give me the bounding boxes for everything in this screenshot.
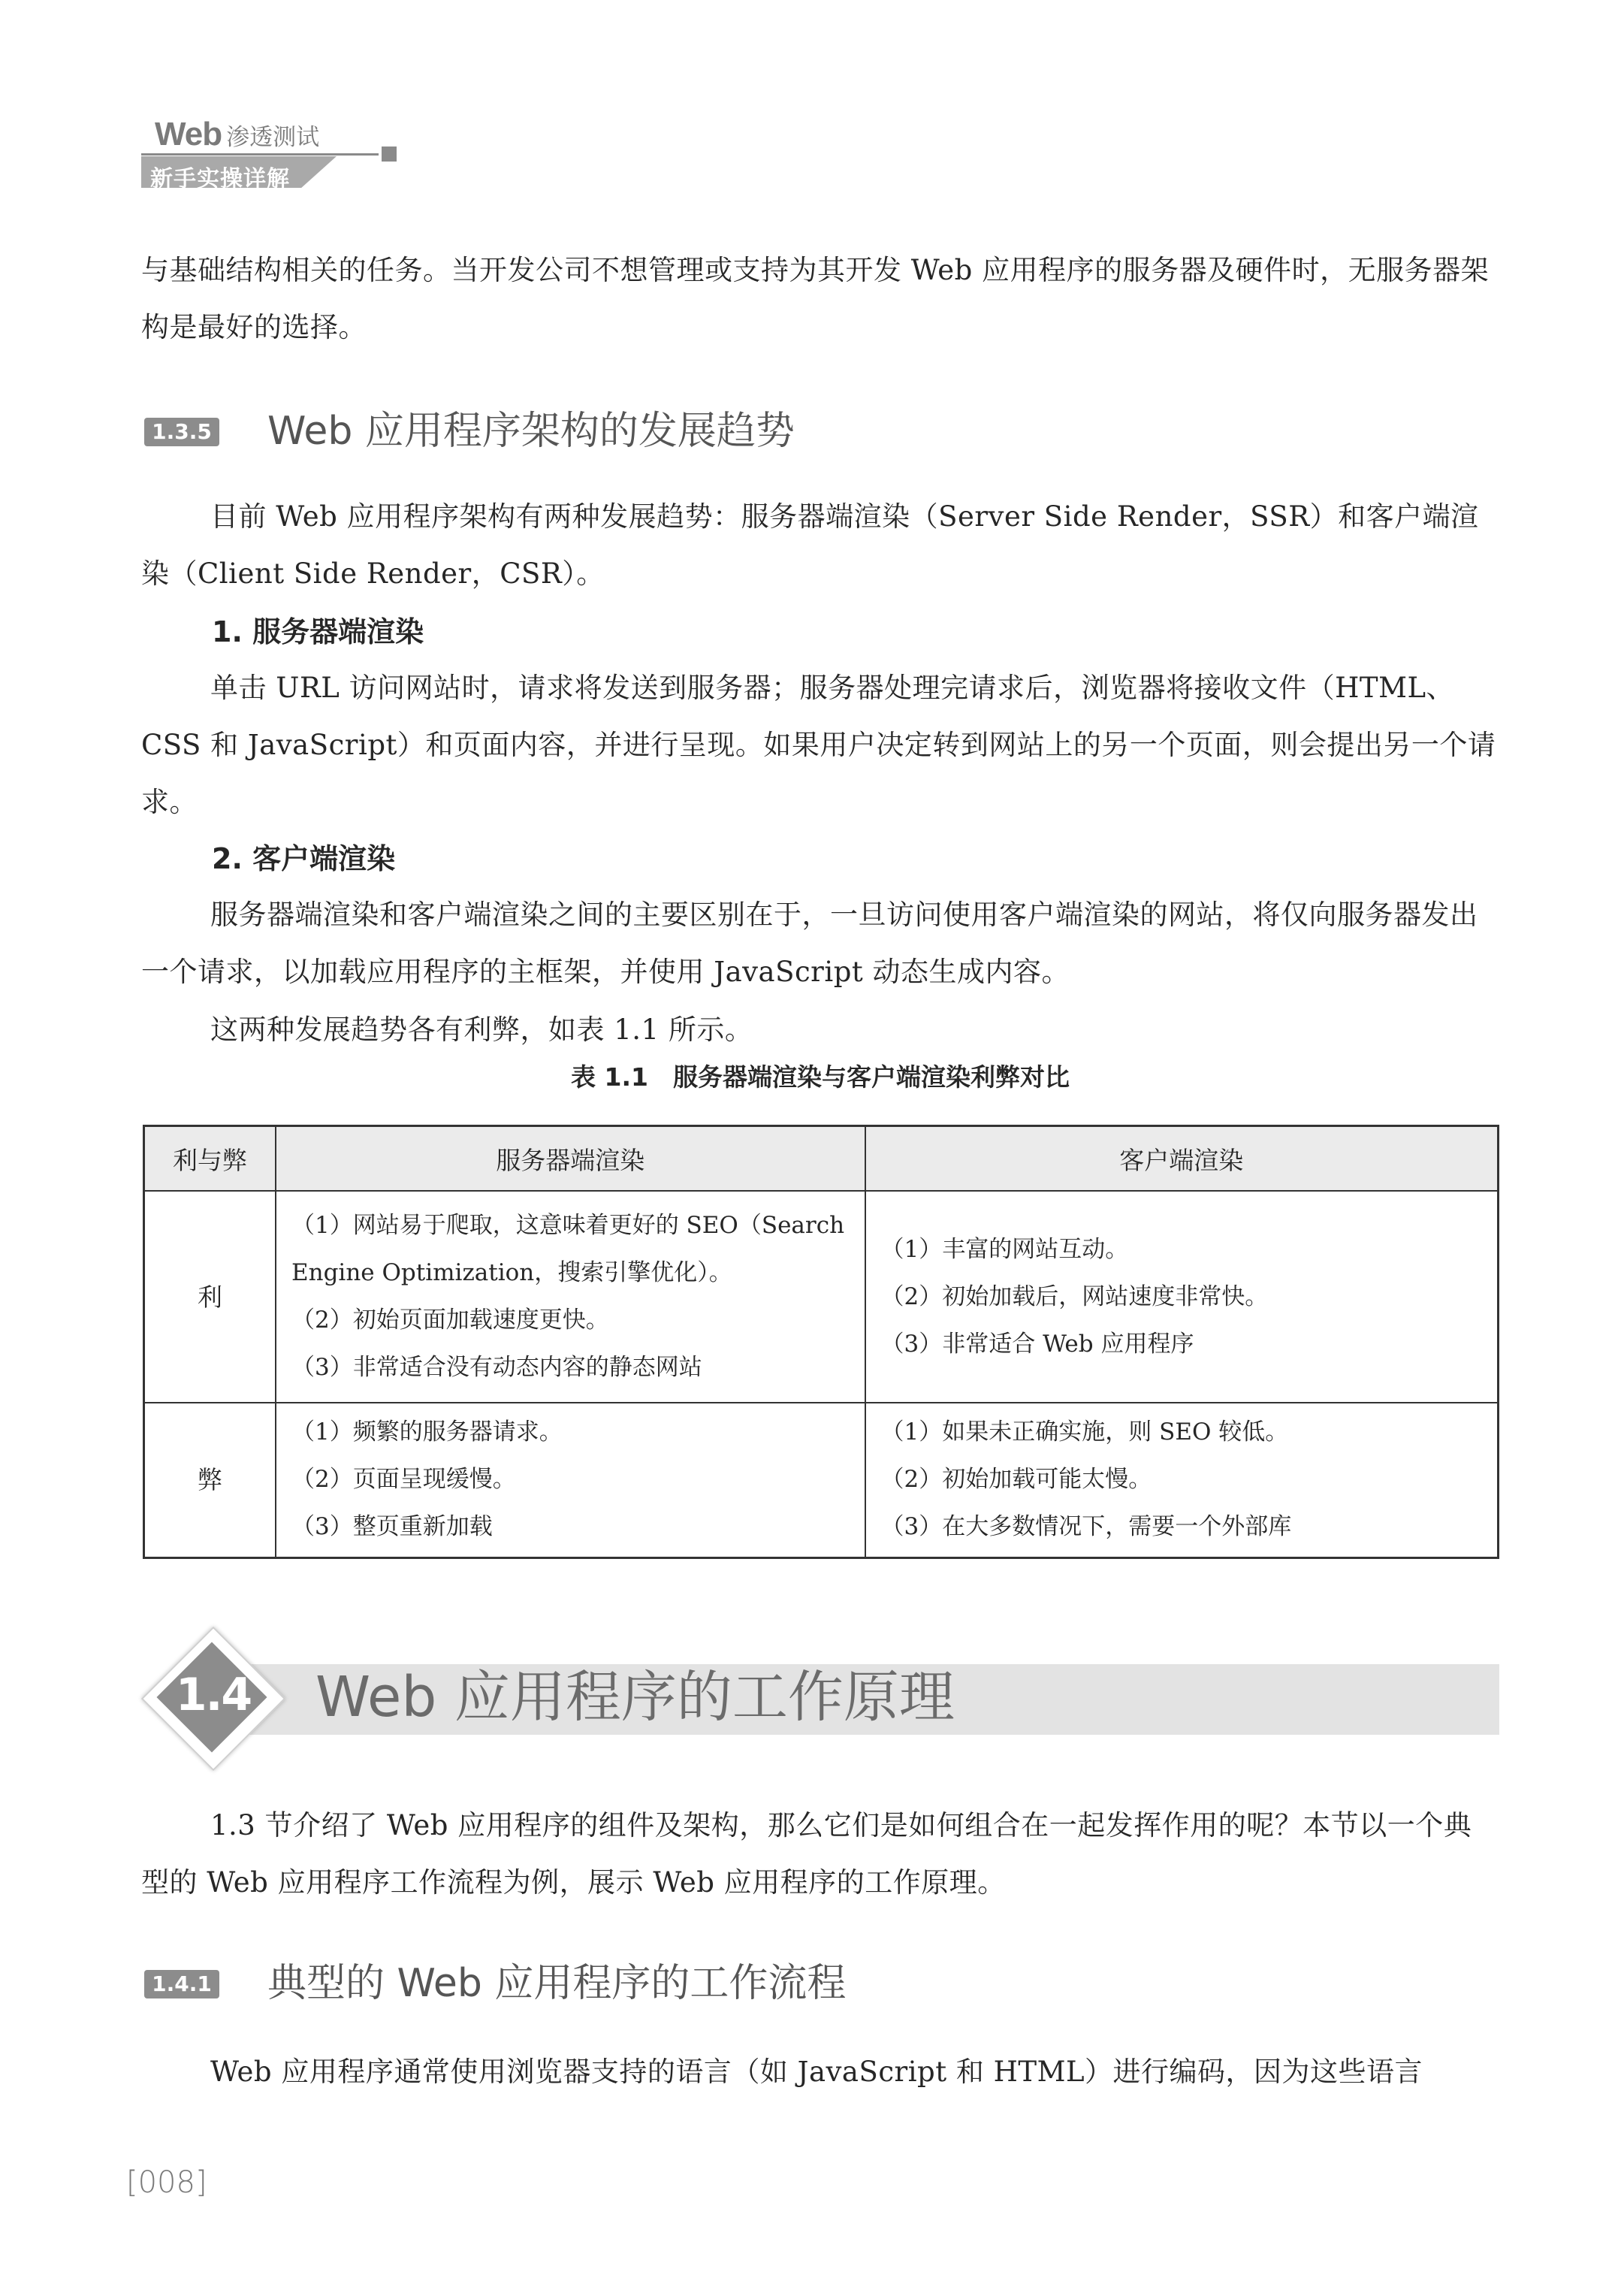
list-item: （2）初始加载后，网站速度非常快。 bbox=[880, 1282, 1269, 1310]
list-item: （2）页面呈现缓慢。 bbox=[291, 1466, 516, 1494]
list-item: （3）非常适合没有动态内容的静态网站 bbox=[291, 1354, 702, 1381]
list-item: （3）非常适合 Web 应用程序 bbox=[880, 1330, 1194, 1358]
intro-paragraph: 与基础结构相关的任务。当开发公司不想管理或支持为其开发 Web 应用程序的服务器及硬件时，无服务器架构是最好的选择。 bbox=[141, 254, 1490, 343]
book-title-text: 渗透测试 bbox=[226, 124, 320, 151]
cell-ssr-pros bbox=[276, 1191, 865, 1403]
running-header bbox=[141, 113, 397, 192]
list-item: （1）如果未正确实施，则 SEO 较低。 bbox=[880, 1418, 1289, 1446]
page-number: [008] bbox=[126, 2165, 207, 2200]
section-heading-1-4-1 bbox=[141, 1955, 1193, 2008]
section-title: Web 应用程序的工作原理 bbox=[315, 1665, 955, 1730]
csr-paragraph: 服务器端渲染和客户端渲染之间的主要区别在于，一旦访问使用客户端渲染的网站，将仅向服务器发出一个请求，以加载应用程序的主框架，并使用 JavaScript 动态生成内容。 bbox=[141, 899, 1478, 988]
header-rule bbox=[141, 153, 379, 156]
cell-csr-pros bbox=[865, 1191, 1499, 1403]
section-title: Web 应用程序架构的发展趋势 bbox=[267, 409, 795, 454]
book-title bbox=[155, 116, 319, 153]
table-intro-paragraph: 这两种发展趋势各有利弊，如表 1.1 所示。 bbox=[210, 1014, 753, 1046]
section-heading-1-3-5 bbox=[141, 403, 1193, 455]
table-row bbox=[144, 1403, 1499, 1557]
book-title-brand: Web bbox=[155, 116, 222, 153]
trends-paragraph: 目前 Web 应用程序架构有两种发展趋势：服务器端渲染（Server Side Render，SSR）和客户端渲染（Client Side Render，CSR）。 bbox=[141, 500, 1479, 590]
ssr-heading: 1. 服务器端渲染 bbox=[212, 615, 424, 648]
comparison-table bbox=[143, 1125, 1499, 1559]
csr-heading: 2. 客户端渲染 bbox=[212, 842, 396, 875]
table-caption: 表 1.1 服务器端渲染与客户端渲染利弊对比 bbox=[571, 1062, 1070, 1092]
book-subtitle: 新手实操详解 bbox=[150, 166, 290, 192]
ssr-paragraph: 单击 URL 访问网站时，请求将发送到服务器；服务器处理完请求后，浏览器将接收文件（HTML、CSS 和 JavaScript）和页面内容，并进行呈现。如果用户决定转到网站上的另一个页面，则会提出另一个请求。 bbox=[141, 672, 1496, 818]
section-banner-1-4 bbox=[141, 1634, 1499, 1760]
section-1-4-paragraph: 1.3 节介绍了 Web 应用程序的组件及架构，那么它们是如何组合在一起发挥作用的呢？本节以一个典型的 Web 应用程序工作流程为例，展示 Web 应用程序的工作原理。 bbox=[141, 1809, 1472, 1899]
list-item: （3）整页重新加载 bbox=[291, 1513, 493, 1541]
section-number-badge: 1.3.5 bbox=[144, 418, 219, 446]
table-row bbox=[144, 1191, 1499, 1403]
cell-ssr-cons bbox=[276, 1403, 865, 1557]
list-item: （1）丰富的网站互动。 bbox=[880, 1235, 1129, 1263]
section-1-4-1-paragraph: Web 应用程序通常使用浏览器支持的语言（如 JavaScript 和 HTML）进行编码，因为这些语言 bbox=[210, 2056, 1423, 2088]
table-header-row bbox=[144, 1126, 1499, 1192]
list-item: （2）初始加载可能太慢。 bbox=[880, 1466, 1152, 1494]
header-cell-ssr: 服务器端渲染 bbox=[276, 1126, 865, 1192]
list-item: （1）网站易于爬取，这意味着更好的 SEO（Search Engine Optimization，搜索引擎优化）。 bbox=[291, 1212, 845, 1286]
header-cell-csr: 客户端渲染 bbox=[865, 1126, 1499, 1192]
header-square-mark bbox=[382, 147, 397, 162]
section-title: 典型的 Web 应用程序的工作流程 bbox=[267, 1961, 847, 2006]
cell-csr-cons bbox=[865, 1403, 1499, 1557]
section-number: 1.4 bbox=[175, 1669, 252, 1721]
row-label-pros: 利 bbox=[144, 1191, 276, 1403]
list-item: （3）在大多数情况下，需要一个外部库 bbox=[880, 1513, 1292, 1541]
header-cell-pros-cons: 利与弊 bbox=[144, 1126, 276, 1192]
list-item: （1）频繁的服务器请求。 bbox=[291, 1418, 563, 1446]
section-number-badge: 1.4.1 bbox=[144, 1970, 219, 1998]
row-label-cons: 弊 bbox=[144, 1403, 276, 1557]
list-item: （2）初始页面加载速度更快。 bbox=[291, 1307, 609, 1334]
